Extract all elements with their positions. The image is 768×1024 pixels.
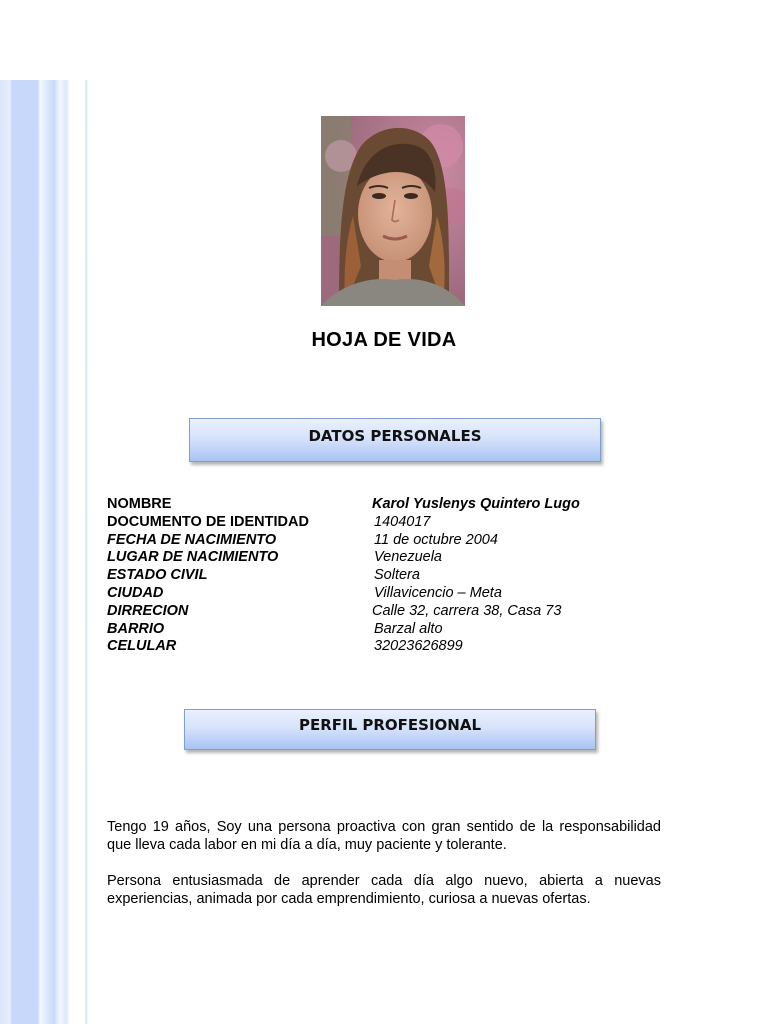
data-value: Barzal alto	[374, 620, 443, 637]
data-row-fecha-nacimiento	[107, 532, 667, 550]
data-value: Calle 32, carrera 38, Casa 73	[372, 602, 562, 619]
data-label: FECHA DE NACIMIENTO	[107, 531, 277, 548]
portrait-photo	[321, 116, 465, 306]
data-row-ciudad	[107, 585, 667, 603]
data-row-documento	[107, 514, 667, 532]
data-row-direccion	[107, 603, 667, 621]
data-value: Villavicencio – Meta	[374, 584, 502, 601]
data-value: Karol Yuslenys Quintero Lugo	[372, 496, 580, 512]
data-row-estado-civil	[107, 567, 667, 585]
data-label: NOMBRE	[107, 496, 172, 512]
document-title: HOJA DE VIDA	[311, 329, 457, 351]
section-header-datos-personales: DATOS PERSONALES	[189, 418, 601, 462]
portrait-photo-icon	[321, 116, 465, 306]
data-value: Soltera	[374, 567, 420, 584]
data-row-lugar-nacimiento	[107, 549, 667, 567]
data-row-nombre	[107, 496, 667, 514]
decorative-side-band	[0, 80, 88, 1024]
personal-data-table	[107, 496, 667, 656]
data-value: Venezuela	[374, 549, 442, 566]
data-value: 11 de octubre 2004	[374, 531, 498, 548]
perfil-paragraph-2: Persona entusiasmada de aprender cada día algo nuevo, abierta a nuevas experiencias, animada por cada emprendimiento, curiosa a nuevas ofertas.	[107, 873, 661, 907]
data-label: BARRIO	[107, 620, 165, 637]
data-value: 1404017	[374, 513, 431, 530]
perfil-paragraph-1: Tengo 19 años, Soy una persona proactiva con gran sentido de la responsabilidad que lleva cada labor en mi día a día, muy paciente y tolerante.	[107, 819, 661, 853]
data-label: CELULAR	[107, 638, 177, 655]
data-label: LUGAR DE NACIMIENTO	[107, 549, 279, 566]
data-label: DOCUMENTO DE IDENTIDAD	[107, 513, 309, 530]
data-label: DIRRECION	[107, 602, 189, 619]
data-row-barrio	[107, 621, 667, 639]
data-label: CIUDAD	[107, 584, 164, 601]
data-value: 32023626899	[374, 638, 463, 655]
data-row-celular	[107, 638, 667, 656]
data-label: ESTADO CIVIL	[107, 567, 208, 584]
section-header-perfil-profesional: PERFIL PROFESIONAL	[184, 709, 596, 750]
